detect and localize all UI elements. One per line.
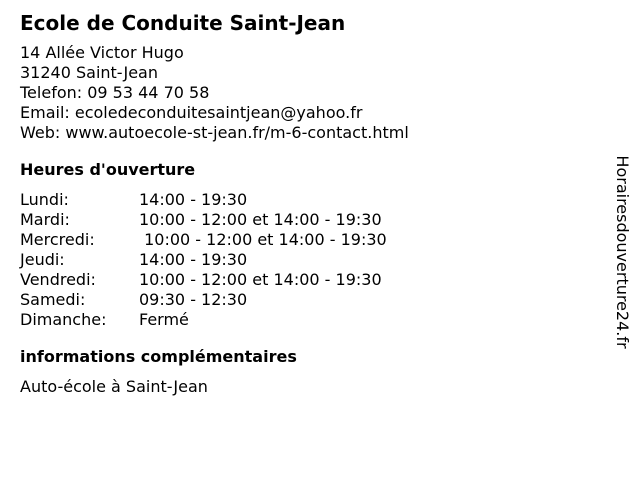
time-value: 10:00 - 12:00 et 14:00 - 19:30 (139, 210, 382, 229)
hours-row-mercredi (20, 230, 600, 250)
contact-block (20, 43, 600, 143)
phone-line: Telefon: 09 53 44 70 58 (20, 83, 210, 102)
time-value: 14:00 - 19:30 (139, 190, 248, 209)
info-heading: informations complémentaires (20, 347, 297, 366)
time-value: 14:00 - 19:30 (139, 250, 248, 269)
hours-row-mardi (20, 210, 600, 230)
hours-row-vendredi (20, 270, 600, 290)
opening-hours-table (20, 190, 600, 330)
hours-row-samedi (20, 290, 600, 310)
time-value: Fermé (139, 310, 189, 329)
business-name: Ecole de Conduite Saint-Jean (20, 11, 346, 35)
business-card (20, 10, 600, 397)
day-label: Mardi: (20, 210, 70, 229)
hours-row-jeudi (20, 250, 600, 270)
day-label: Dimanche: (20, 310, 107, 329)
day-label: Mercredi: (20, 230, 95, 249)
hours-row-lundi (20, 190, 600, 210)
hours-heading: Heures d'ouverture (20, 160, 196, 179)
time-value: 10:00 - 12:00 et 14:00 - 19:30 (139, 270, 382, 289)
day-label: Samedi: (20, 290, 86, 309)
site-watermark: Horairesdouverture24.fr (613, 155, 632, 349)
street-address: 14 Allée Victor Hugo (20, 43, 184, 62)
hours-row-dimanche (20, 310, 600, 330)
day-label: Lundi: (20, 190, 69, 209)
day-label: Vendredi: (20, 270, 96, 289)
email-line: Email: ecoledeconduitesaintjean@yahoo.fr (20, 103, 363, 122)
info-text: Auto-école à Saint-Jean (20, 377, 208, 396)
web-line: Web: www.autoecole-st-jean.fr/m-6-contact.html (20, 123, 409, 142)
day-label: Jeudi: (20, 250, 65, 269)
time-value: 09:30 - 12:30 (139, 290, 248, 309)
time-value: 10:00 - 12:00 et 14:00 - 19:30 (139, 230, 387, 249)
postal-city: 31240 Saint-Jean (20, 63, 158, 82)
